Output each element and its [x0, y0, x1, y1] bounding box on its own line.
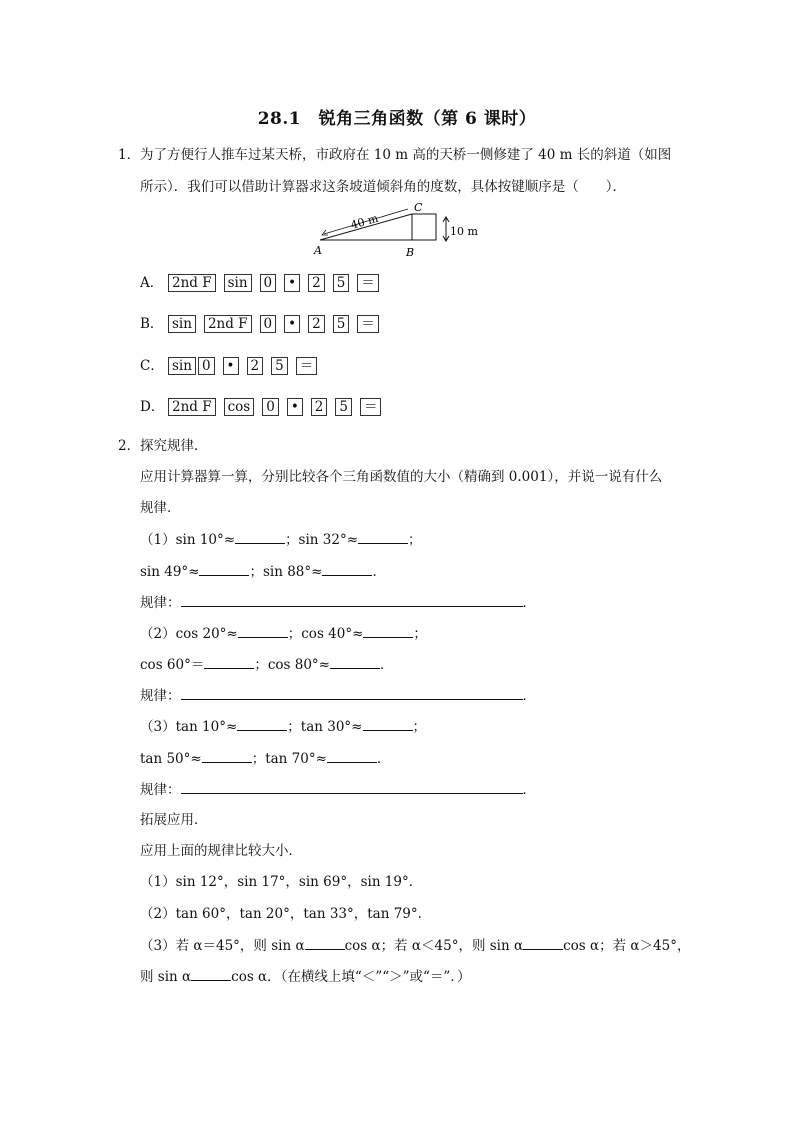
answer-blank[interactable] [363, 623, 413, 638]
answer-blank[interactable] [204, 654, 254, 669]
answer-blank[interactable] [191, 966, 231, 981]
q2-part3-line1: （3）tan 10°≈ ；tan 30°≈ ； [140, 716, 426, 737]
option-c: C． sin 0 • 2 5 ＝ [140, 356, 325, 376]
q2-intro-line2: 规律． [140, 500, 181, 516]
answer-blank[interactable] [363, 716, 413, 731]
extend-part1: （1）sin 12°，sin 17°，sin 69°，sin 19°． [140, 874, 423, 890]
answer-blank[interactable] [235, 529, 285, 544]
q2-rule1: 规律： ． [140, 592, 536, 613]
q2-rule2: 规律： ． [140, 685, 536, 706]
q2-part2-line2: cos 60°＝ ；cos 80°≈ ． [140, 654, 394, 675]
slope-diagram [300, 196, 500, 262]
option-b: B． sin 2nd F 0 • 2 5 ＝ [140, 314, 387, 334]
extend-part3-line1: （3）若 α＝45°，则 sin α cos α；若 α＜45°，则 sin α cos α；若 α＞45°， [140, 935, 690, 956]
answer-blank[interactable] [199, 561, 249, 576]
option-a: A． 2nd F sin 0 • 2 5 ＝ [140, 273, 387, 293]
q2-part1-line2: sin 49°≈ ；sin 88°≈ ． [140, 561, 386, 582]
q1-text-line2: 所示）．我们可以借助计算器求这条坡道倾斜角的度数，具体按键顺序是（ ）． [140, 179, 626, 195]
q2-part1-line1: （1）sin 10°≈ ；sin 32°≈ ； [140, 529, 422, 550]
q2-part2-line1: （2）cos 20°≈ ；cos 40°≈ ； [140, 623, 427, 644]
point-b-label: B [406, 246, 415, 259]
answer-blank[interactable] [305, 935, 345, 950]
q2-intro-line1: 应用计算器算一算，分别比较各个三角函数值的大小（精确到 0.001），并说一说有什么 [140, 469, 663, 485]
point-c-label: C [414, 201, 423, 214]
rule-blank[interactable] [181, 685, 523, 700]
extend-part3-line2: 则 sin α cos α．（在横线上填“＜”“＞”或“＝”．） [140, 966, 471, 987]
q1-text-line1: 为了方便行人推车过某天桥，市政府在 10 m 高的天桥一侧修建了 40 m 长的斜道（如图 [140, 147, 672, 163]
question-number-1: 1． [118, 147, 141, 163]
q2-part3-line2: tan 50°≈ ；tan 70°≈ ． [140, 748, 390, 769]
height-label: 10 m [450, 225, 478, 238]
rule-blank[interactable] [181, 779, 523, 794]
extend-heading: 拓展应用． [140, 812, 208, 828]
answer-blank[interactable] [358, 529, 408, 544]
extend-intro: 应用上面的规律比较大小． [140, 843, 302, 859]
option-d: D． 2nd F cos 0 • 2 5 ＝ [140, 397, 389, 417]
bridge-rect [412, 214, 436, 240]
answer-blank[interactable] [523, 935, 563, 950]
answer-blank[interactable] [327, 748, 377, 763]
q2-heading: 探究规律． [140, 438, 208, 454]
rule-blank[interactable] [181, 592, 523, 607]
extend-part2: （2）tan 60°，tan 20°，tan 33°，tan 79°． [140, 906, 432, 922]
answer-blank[interactable] [330, 654, 380, 669]
question-number-2: 2． [118, 438, 141, 454]
point-a-label: A [314, 244, 322, 257]
answer-blank[interactable] [238, 623, 288, 638]
answer-blank[interactable] [237, 716, 287, 731]
answer-blank[interactable] [322, 561, 372, 576]
slope-length-label: 40 m [349, 211, 380, 232]
answer-blank[interactable] [202, 748, 252, 763]
q2-rule3: 规律： ． [140, 779, 536, 800]
page-title: 28.1 锐角三角函数（第 6 课时） [257, 109, 537, 129]
